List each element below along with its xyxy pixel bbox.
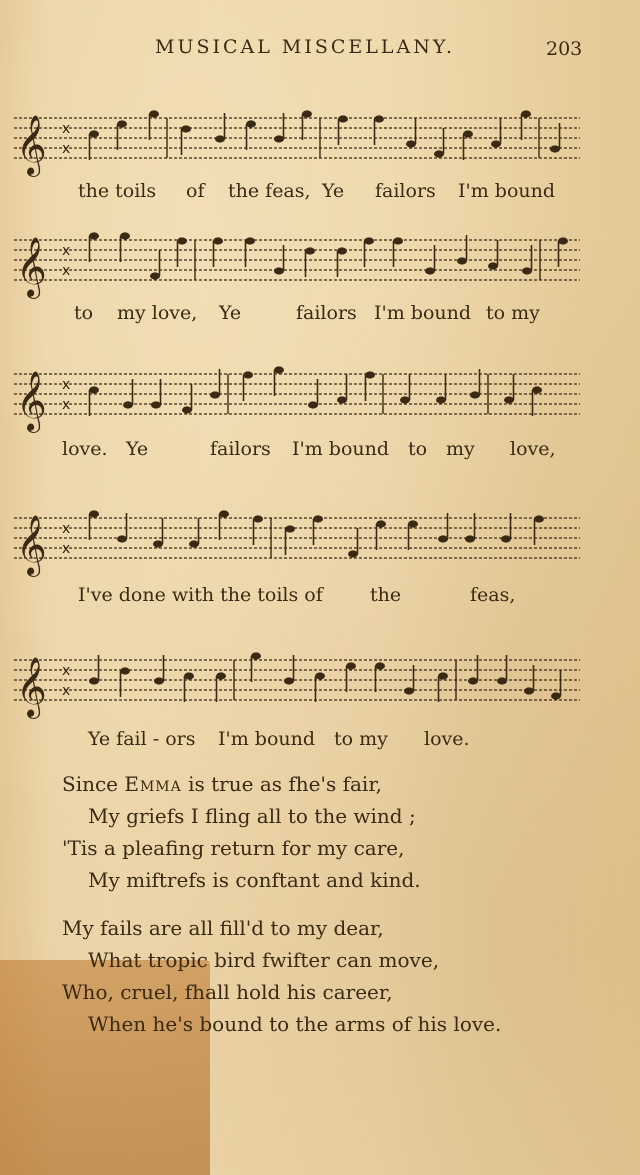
note-head — [558, 237, 568, 244]
note-head — [216, 672, 226, 679]
treble-clef-icon: 𝄞 — [16, 515, 47, 575]
lyric-word: I've done with the toils of — [78, 584, 323, 606]
note-head — [491, 140, 501, 147]
verse-text: is true as fhe's fair, — [181, 772, 383, 796]
lyric-word: Ye — [219, 302, 242, 324]
verse-line: My miftrefs is conftant and kind. — [88, 868, 421, 892]
lyric-word: I'm bound — [374, 302, 472, 324]
note-head — [365, 371, 375, 378]
verse-text: Since — [62, 772, 125, 796]
sharp-icon: x — [62, 541, 71, 557]
note-head — [465, 535, 475, 542]
note-head — [189, 540, 199, 547]
note-head — [532, 386, 542, 393]
note-head — [213, 237, 223, 244]
sharp-icon: x — [62, 521, 71, 537]
lyric-line-3 — [62, 438, 602, 464]
note-head — [149, 110, 159, 117]
note-head — [117, 535, 127, 542]
staff-drawing — [14, 232, 584, 297]
lyric-word: of — [186, 180, 205, 202]
note-head — [210, 391, 220, 398]
note-head — [274, 267, 284, 274]
note-head — [219, 510, 229, 517]
lyric-word: to my — [486, 302, 540, 324]
note-head — [153, 540, 163, 547]
note-head — [285, 525, 295, 532]
verse-line: My griefs I fling all to the wind ; — [88, 804, 416, 828]
lyric-word: I'm bound — [292, 438, 390, 460]
note-head — [346, 662, 356, 669]
note-head — [182, 406, 192, 413]
note-head — [374, 115, 384, 122]
note-head — [177, 237, 187, 244]
verse-line: What tropic bird fwifter can move, — [88, 948, 440, 972]
verse-line — [62, 768, 421, 800]
note-head — [404, 687, 414, 694]
note-head — [243, 371, 253, 378]
note-head — [305, 247, 315, 254]
note-head — [308, 401, 318, 408]
staff-drawing — [14, 110, 584, 175]
note-head — [284, 677, 294, 684]
note-head — [123, 401, 133, 408]
note-head — [375, 662, 385, 669]
verse-2 — [62, 912, 501, 1040]
sharp-icon: x — [62, 121, 71, 137]
note-head — [348, 550, 358, 557]
note-head — [408, 520, 418, 527]
note-head — [497, 677, 507, 684]
lyric-line-2 — [74, 302, 594, 328]
note-head — [468, 677, 478, 684]
note-head — [438, 672, 448, 679]
note-head — [89, 130, 99, 137]
sharp-icon: x — [62, 243, 71, 259]
sharp-icon: x — [62, 663, 71, 679]
note-head — [117, 120, 127, 127]
running-head: MUSICAL MISCELLANY. — [154, 36, 455, 58]
note-head — [184, 672, 194, 679]
note-head — [521, 110, 531, 117]
note-head — [463, 130, 473, 137]
lyric-word: feas, — [470, 584, 516, 606]
note-head — [438, 535, 448, 542]
lyric-word: my — [446, 438, 475, 460]
lyric-word: I'm bound — [218, 728, 316, 750]
note-head — [251, 652, 261, 659]
staff-drawing — [14, 652, 584, 717]
note-head — [302, 110, 312, 117]
sharp-icon: x — [62, 397, 71, 413]
note-head — [406, 140, 416, 147]
note-head — [274, 135, 284, 142]
note-head — [245, 237, 255, 244]
lyric-word: Ye — [322, 180, 345, 202]
note-head — [550, 145, 560, 152]
note-head — [181, 125, 191, 132]
sharp-icon: x — [62, 683, 71, 699]
note-head — [246, 120, 256, 127]
note-head — [120, 667, 130, 674]
note-head — [364, 237, 374, 244]
note-head — [457, 257, 467, 264]
lyric-word: love. — [62, 438, 108, 460]
staff — [14, 110, 584, 175]
note-head — [524, 687, 534, 694]
note-head — [470, 391, 480, 398]
lyric-word: the toils — [78, 180, 157, 202]
lyric-word: failors — [210, 438, 271, 460]
note-head — [89, 510, 99, 517]
note-head — [551, 692, 561, 699]
treble-clef-icon: 𝄞 — [16, 237, 47, 297]
note-head — [504, 396, 514, 403]
note-head — [89, 232, 99, 239]
note-head — [89, 677, 99, 684]
note-head — [313, 515, 323, 522]
verse-line: 'Tis a pleafing return for my care, — [62, 836, 405, 860]
lyric-line-5 — [88, 728, 588, 754]
verse-1 — [62, 768, 421, 896]
lyric-line-4 — [78, 584, 598, 610]
staff — [14, 232, 584, 297]
staff — [14, 366, 584, 431]
note-head — [425, 267, 435, 274]
note-head — [337, 247, 347, 254]
lyric-word: failors — [296, 302, 357, 324]
lyric-word: Ye fail - ors — [88, 728, 196, 750]
lyric-word: my love, — [117, 302, 198, 324]
page-number: 203 — [546, 38, 583, 60]
note-head — [154, 677, 164, 684]
note-head — [436, 396, 446, 403]
treble-clef-icon: 𝄞 — [16, 115, 47, 175]
staff — [14, 652, 584, 717]
sharp-icon: x — [62, 263, 71, 279]
note-head — [534, 515, 544, 522]
treble-clef-icon: 𝄞 — [16, 657, 47, 717]
staff-drawing — [14, 510, 584, 575]
note-head — [120, 232, 130, 239]
note-head — [89, 386, 99, 393]
lyric-word: the — [370, 584, 402, 606]
verse-line: When he's bound to the arms of his love. — [88, 1012, 502, 1036]
lyric-word: love. — [424, 728, 470, 750]
note-head — [274, 366, 284, 373]
staff-drawing — [14, 366, 584, 431]
verse-name: Emma — [124, 772, 182, 796]
lyric-word: to — [74, 302, 94, 324]
treble-clef-icon: 𝄞 — [16, 371, 47, 431]
note-head — [501, 535, 511, 542]
lyric-word: to my — [334, 728, 388, 750]
note-head — [376, 520, 386, 527]
lyric-word: failors — [375, 180, 436, 202]
verse-line: My fails are all fill'd to my dear, — [62, 916, 384, 940]
note-head — [488, 262, 498, 269]
note-head — [337, 396, 347, 403]
note-head — [315, 672, 325, 679]
note-head — [400, 396, 410, 403]
note-head — [338, 115, 348, 122]
note-head — [522, 267, 532, 274]
lyric-word: I'm bound — [458, 180, 556, 202]
lyric-word: Ye — [126, 438, 149, 460]
note-head — [434, 150, 444, 157]
lyric-word: love, — [510, 438, 556, 460]
note-head — [151, 401, 161, 408]
lyric-word: to — [408, 438, 428, 460]
note-head — [150, 272, 160, 279]
sharp-icon: x — [62, 141, 71, 157]
verse-line: Who, cruel, fhall hold his career, — [62, 980, 393, 1004]
note-head — [393, 237, 403, 244]
lyric-line-1 — [78, 180, 598, 206]
note-head — [215, 135, 225, 142]
lyric-word: the feas, — [228, 180, 311, 202]
note-head — [253, 515, 263, 522]
staff — [14, 510, 584, 575]
sharp-icon: x — [62, 377, 71, 393]
